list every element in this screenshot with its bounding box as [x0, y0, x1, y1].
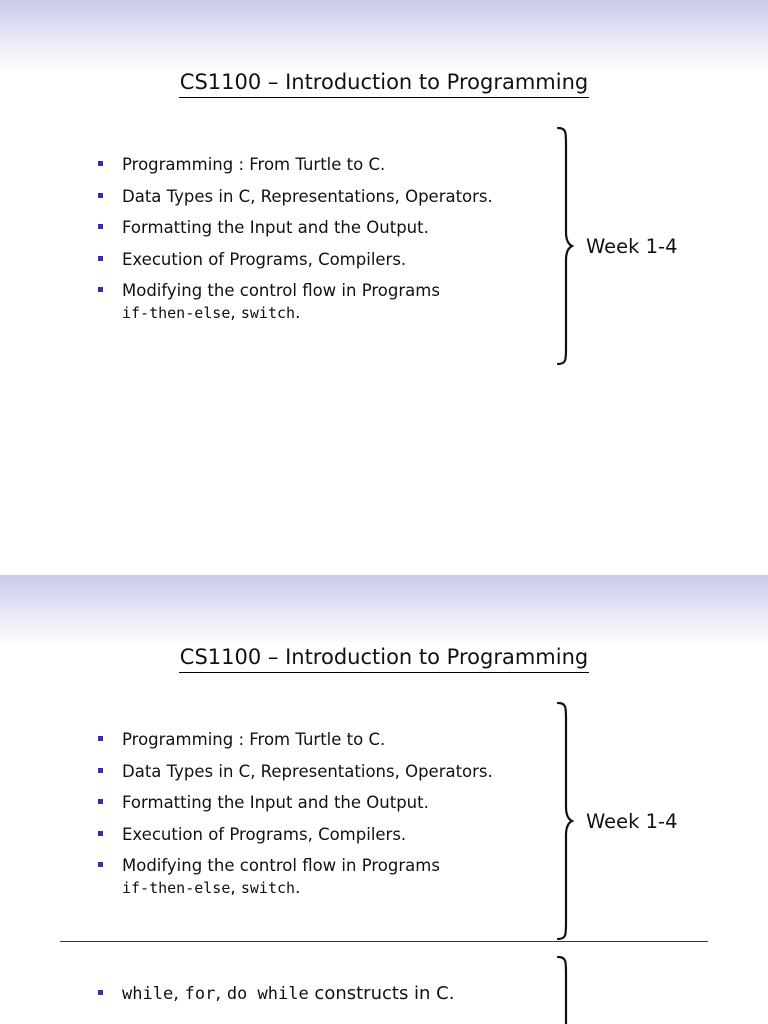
list-item [96, 280, 493, 324]
slide-title [0, 68, 768, 98]
bullet-square-icon [98, 768, 103, 773]
slide-title-text: CS1100 – Introduction to Programming [179, 68, 589, 98]
section-divider [60, 941, 708, 942]
code-switch: switch [240, 879, 296, 897]
code-do-while: do while [226, 984, 309, 1004]
list-item-text: constructs in C. [308, 983, 455, 1004]
bullet-square-icon [98, 990, 103, 995]
header-band [0, 0, 768, 72]
code-if-then-else: if-then-else [122, 304, 231, 322]
list-item [96, 824, 493, 846]
slide-title [0, 643, 768, 673]
brace-label: Week 1-4 [586, 235, 678, 258]
list-item [96, 855, 493, 899]
code-separator: , [173, 983, 185, 1004]
list-item-text: Modifying the control flow in Programs [122, 856, 440, 875]
list-item-text: Formatting the Input and the Output. [122, 793, 429, 812]
bullet-square-icon [98, 224, 103, 229]
code-separator: , [215, 983, 227, 1004]
bullet-list [96, 729, 493, 909]
code-separator: , [230, 303, 241, 322]
slide-title-text: CS1100 – Introduction to Programming [179, 643, 589, 673]
list-item [96, 249, 493, 271]
curly-brace-icon [552, 126, 576, 366]
list-item [96, 983, 454, 1005]
list-item [96, 186, 493, 208]
code-separator: , [230, 878, 241, 897]
code-end: . [295, 303, 301, 322]
header-band [0, 575, 768, 647]
bullet-square-icon [98, 161, 103, 166]
curly-brace-icon [552, 701, 576, 941]
bullet-list [96, 154, 493, 334]
bullet-square-icon [98, 193, 103, 198]
bullet-square-icon [98, 287, 103, 292]
list-item-text: Data Types in C, Representations, Operators. [122, 761, 493, 781]
code-end: . [295, 878, 301, 897]
list-item [96, 761, 493, 783]
list-item-text: Execution of Programs, Compilers. [122, 249, 407, 269]
code-while: while [122, 984, 174, 1004]
list-item-text: Formatting the Input and the Output. [122, 218, 429, 237]
bullet-square-icon [98, 736, 103, 741]
code-for: for [184, 984, 216, 1004]
slide-2 [0, 575, 768, 1024]
list-item [96, 729, 493, 751]
code-if-then-else: if-then-else [122, 879, 231, 897]
list-item-text: Modifying the control flow in Programs [122, 281, 440, 300]
bullet-square-icon [98, 256, 103, 261]
list-item [96, 217, 493, 239]
code-switch: switch [240, 304, 296, 322]
list-item [96, 792, 493, 814]
bullet-list-next [96, 983, 454, 1015]
bullet-square-icon [98, 799, 103, 804]
bullet-square-icon [98, 862, 103, 867]
bullet-square-icon [98, 831, 103, 836]
brace-label: Week 1-4 [586, 810, 678, 833]
list-item-text: Programming : From Turtle to C. [122, 730, 386, 749]
list-item-text: Data Types in C, Representations, Operators. [122, 186, 493, 206]
curly-brace-icon [552, 955, 576, 1024]
list-item-text: Programming : From Turtle to C. [122, 155, 386, 174]
list-item-text: Execution of Programs, Compilers. [122, 824, 407, 844]
list-item [96, 154, 493, 176]
